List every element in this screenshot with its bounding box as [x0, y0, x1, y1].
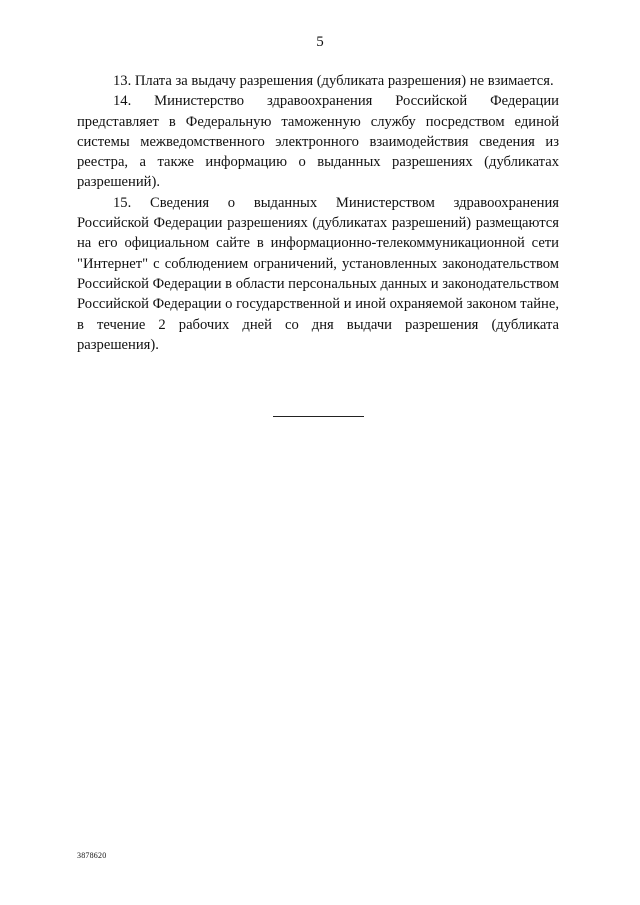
paragraph-15: 15. Сведения о выданных Министерством здравоохранения Российской Федерации разрешениях (дубликатах разрешений) размещаются на его официальном сайте в информационно-телекоммуникационной сети "Интернет" с соблюдением ограничений, установленных законодательством Российской Федерации в области персональных данных и законодательством Российской Федерации о государственной и иной охраняемой законом тайне, в течение 2 рабочих дней со дня выдачи разрешения (дубликата разрешения).	[77, 194, 559, 353]
document-id: 3878620	[77, 851, 107, 860]
end-divider	[273, 416, 364, 417]
paragraph-13: 13. Плата за выдачу разрешения (дубликата разрешения) не взимается.	[113, 73, 554, 89]
document-body	[77, 71, 559, 355]
paragraph-14: 14. Министерство здравоохранения Российской Федерации представляет в Федеральную таможенную службу посредством единой системы межведомственного электронного взаимодействия сведения из реестра, а также информацию о выданных разрешениях (дубликатах разрешений).	[77, 93, 559, 191]
page-number: 5	[316, 34, 324, 50]
